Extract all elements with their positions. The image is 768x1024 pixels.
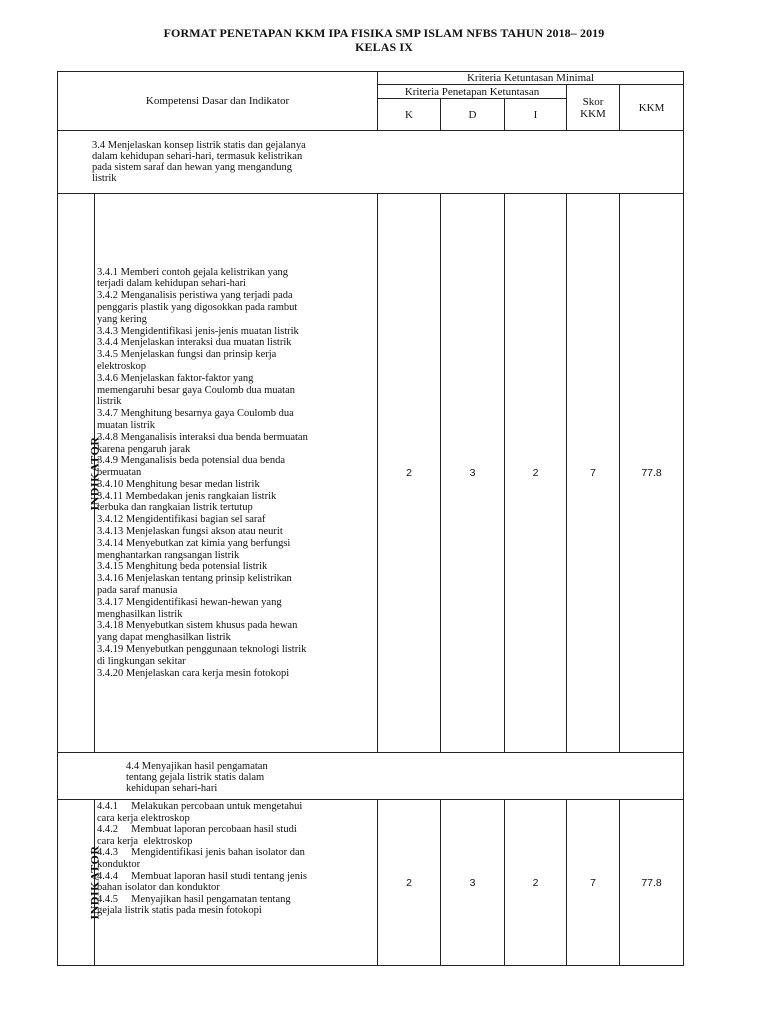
kd-row-4-4 (58, 753, 684, 800)
list-item: menghantarkan rangsangan listrik (97, 549, 240, 561)
indikator-1-i: 2 (505, 194, 567, 753)
header-k: K (378, 99, 441, 131)
list-item: memengaruhi besar gaya Coulomb dua muatan (97, 384, 295, 396)
indikator-list-1 (95, 194, 378, 753)
list-item: yang kering (97, 313, 147, 325)
header-skor-label: Skor (582, 95, 604, 108)
list-item: 3.4.11 Membedakan jenis rangkaian listrik (97, 490, 277, 502)
list-item: penggaris plastik yang digosokkan pada rambut (97, 301, 298, 313)
header-i: I (505, 99, 567, 131)
list-item: muatan listrik (97, 419, 156, 431)
list-item: 3.4.12 Mengidentifikasi bagian sel saraf (97, 514, 266, 526)
indikator-row-2 (58, 800, 684, 966)
header-kkm: KKM (620, 85, 684, 131)
header-row-1 (58, 72, 684, 85)
indikator-1-k: 2 (378, 194, 441, 753)
list-item: terjadi dalam kehidupan sehari-hari (97, 278, 246, 290)
list-item: 4.4.5 Menyajikan hasil pengamatan tentang (97, 893, 291, 905)
kd-row-3-4 (58, 131, 684, 194)
list-item: elektroskop (97, 360, 146, 372)
list-item: bahan isolator dan konduktor (97, 882, 220, 894)
header-kriteria-ketuntasan-minimal: Kriteria Ketuntasan Minimal (378, 72, 684, 85)
list-item: 3.4.8 Menganalisis interaksi dua benda bermuatan (97, 431, 308, 443)
indikator-2-kkm: 77.8 (620, 800, 684, 966)
kkm-table (57, 71, 684, 966)
list-item: 3.4.9 Menganalisis beda potensial dua benda (97, 455, 286, 467)
document-subtitle: KELAS IX (355, 40, 413, 54)
indikator-1-kkm: 77.8 (620, 194, 684, 753)
header-kriteria-penetapan: Kriteria Penetapan Ketuntasan (378, 85, 567, 99)
indikator-2-skor: 7 (567, 800, 620, 966)
list-item: 3.4.7 Menghitung besarnya gaya Coulomb dua (97, 408, 294, 420)
list-item: 3.4.13 Menjelaskan fungsi akson atau neurit (97, 526, 283, 538)
indikator-1-skor: 7 (567, 194, 620, 753)
document-title: FORMAT PENETAPAN KKM IPA FISIKA SMP ISLAM NFBS TAHUN 2018– 2019 (163, 26, 605, 40)
list-item: 4.4.1 Melakukan percobaan untuk mengetahui (97, 801, 303, 812)
list-item: yang dapat menghasilkan listrik (97, 632, 231, 644)
header-skor-kkm-label: KKM (580, 107, 606, 120)
list-item: 4.4.3 Mengidentifikasi jenis bahan isolator dan (97, 847, 305, 859)
list-item: menghasilkan listrik (97, 608, 183, 620)
list-item: 3.4.2 Menganalisis peristiwa yang terjadi pada (97, 290, 293, 302)
header-skor-kkm (567, 85, 620, 131)
list-item: pada saraf manusia (97, 585, 178, 597)
list-item: 3.4.14 Menyebutkan zat kimia yang berfungsi (97, 537, 291, 549)
header-d: D (441, 99, 505, 131)
indikator-label-1: INDIKATOR (58, 194, 95, 753)
list-item: terbuka dan rangkaian listrik tertutup (97, 502, 253, 514)
list-item: cara kerja elektroskop (97, 835, 193, 847)
list-item: 3.4.5 Menjelaskan fungsi dan prinsip kerja (97, 349, 277, 361)
list-item: 3.4.4 Menjelaskan interaksi dua muatan listrik (97, 337, 292, 349)
list-item: 3.4.15 Menghitung beda potensial listrik (97, 561, 268, 573)
list-item: gejala listrik statis pada mesin fotokopi (97, 905, 262, 917)
list-item: karena pengaruh jarak (97, 443, 191, 455)
list-item: 3.4.18 Menyebutkan sistem khusus pada hewan (97, 620, 298, 632)
kd-3-4-text: 3.4 Menjelaskan konsep listrik statis dan gejalanya dalam kehidupan sehari-hari, termasuk kelistrikan pada sistem saraf dan hewan yang mengandung listrik (58, 131, 684, 194)
list-item: 4.4.4 Membuat laporan hasil studi tentang jenis (97, 870, 307, 882)
list-item: 3.4.1 Memberi contoh gejala kelistrikan yang (97, 266, 288, 278)
kd-4-4-text: 4.4 Menyajikan hasil pengamatan tentang gejala listrik statis dalam kehidupan sehari-hari (58, 753, 684, 800)
list-item: 3.4.6 Menjelaskan faktor-faktor yang (97, 372, 254, 384)
indikator-2-i: 2 (505, 800, 567, 966)
indikator-label-2: INDIKATOR (58, 800, 95, 966)
list-item: 3.4.3 Mengidentifikasi jenis-jenis muatan listrik (97, 325, 299, 337)
list-item: 4.4.2 Membuat laporan percobaan hasil studi (97, 824, 297, 836)
indikator-list-2 (95, 800, 378, 966)
list-item: 3.4.17 Mengidentifikasi hewan-hewan yang (97, 596, 282, 608)
list-item: konduktor (97, 858, 141, 870)
list-item: listrik (97, 396, 122, 408)
list-item: cara kerja elektroskop (97, 812, 190, 824)
list-item: 3.4.19 Menyebutkan penggunaan teknologi listrik (97, 644, 307, 656)
header-kd-indikator: Kompetensi Dasar dan Indikator (58, 72, 378, 131)
list-item: 3.4.20 Menjelaskan cara kerja mesin fotokopi (97, 667, 290, 679)
list-item: 3.4.10 Menghitung besar medan listrik (97, 478, 260, 490)
indikator-row-1 (58, 194, 684, 753)
list-item: di lingkungan sekitar (97, 655, 186, 667)
list-item: 3.4.16 Menjelaskan tentang prinsip kelistrikan (97, 573, 292, 585)
list-item: bermuatan (97, 467, 142, 479)
indikator-2-d: 3 (441, 800, 505, 966)
indikator-1-d: 3 (441, 194, 505, 753)
indikator-2-k: 2 (378, 800, 441, 966)
